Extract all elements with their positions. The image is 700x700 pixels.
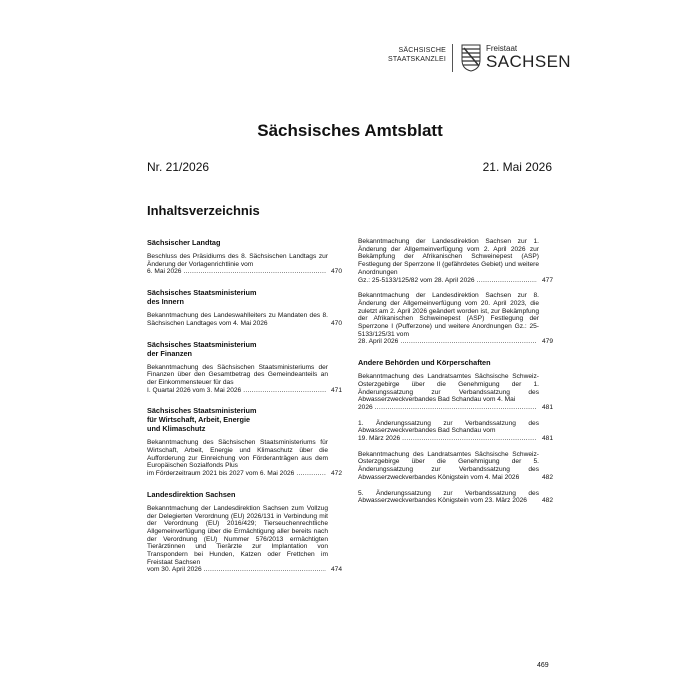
section-heading-line: und Klimaschutz bbox=[147, 424, 206, 434]
page-ref: 477 bbox=[541, 276, 553, 284]
toc-entry[interactable] bbox=[358, 238, 553, 284]
leader-dots bbox=[183, 268, 326, 276]
toc-entry[interactable] bbox=[358, 373, 553, 412]
section-heading-line: Sächsisches Staatsministerium bbox=[147, 339, 257, 349]
toc-entry[interactable] bbox=[358, 451, 553, 482]
page-ref: 470 bbox=[330, 268, 342, 276]
leader-dots bbox=[402, 435, 537, 443]
entry-text-end: 6. Mai 2026 bbox=[147, 268, 182, 276]
entry-text-end: I. Quartal 2026 vom 3. Mai 2026 bbox=[147, 386, 242, 394]
entry-text-end: 2026 bbox=[358, 403, 373, 411]
leader-dots bbox=[296, 470, 326, 478]
entry-text: Bekanntmachung des Landeswahlleiters zu Mandaten des 8. Sächsischen Landtages vom 4. Mai 2026 bbox=[147, 312, 328, 327]
section-heading: Sächsischer Landtag bbox=[147, 238, 221, 247]
entry-text: Bekanntmachung des Sächsischen Staatsministeriums der Finanzen über den Gesamtbetrag des Gemeindeanteils an der Einkommensteuer für das bbox=[147, 363, 328, 386]
toc-heading: Inhaltsverzeichnis bbox=[147, 203, 260, 218]
leader-dots bbox=[204, 566, 326, 574]
staatskanzlei-label bbox=[384, 46, 446, 64]
section-heading-line: für Wirtschaft, Arbeit, Energie bbox=[147, 415, 251, 425]
toc-entry[interactable] bbox=[147, 253, 342, 276]
leader-dots bbox=[375, 404, 537, 412]
entry-text: Bekanntmachung des Sächsischen Staatsministeriums für Wirtschaft, Arbeit, Energie und Klimaschutz über die Aufforderung zur Einreichung von Förderanträgen aus dem Europäischen Sozialfonds Plus bbox=[147, 439, 328, 470]
entry-text-end: 19. März 2026 bbox=[358, 435, 401, 443]
entry-text-end: 28. April 2026 bbox=[358, 338, 399, 346]
entry-text: Bekanntmachung der Landesdirektion Sachsen zur 8. Änderung der Allgemeinverfügung vom 20. April 2023, die zuletzt am 2. April 2026 geändert worden ist, zur Bekämpfung der Afrikanischen Schweinepest (ASP) Festlegung der Sperrzone I (Pufferzone) und weitere Anordnungen Gz.: 25-5133/125/31 vom bbox=[358, 292, 539, 338]
entry-text: 5. Änderungssatzung zur Verbandssatzung des Abwasserzweckverbandes Königstein vom 23. März 2026 bbox=[358, 489, 539, 505]
entry-text-end: vom 30. April 2026 bbox=[147, 566, 202, 574]
kanzlei-line-2: STAATSKANZLEI bbox=[388, 56, 446, 63]
section-heading bbox=[147, 340, 342, 358]
page-number: 469 bbox=[537, 662, 549, 669]
leader-dots bbox=[243, 387, 326, 395]
section-heading-line: Sächsisches Staatsministerium bbox=[147, 288, 257, 298]
page-ref: 474 bbox=[330, 566, 342, 574]
section-heading-line: des Innern bbox=[147, 297, 184, 307]
page-ref: 481 bbox=[541, 403, 553, 411]
section-heading-line: Sächsisches Staatsministerium bbox=[147, 406, 257, 416]
toc-left-column bbox=[147, 238, 342, 582]
toc-entry[interactable] bbox=[358, 490, 553, 505]
section-heading bbox=[147, 288, 342, 306]
leader-dots bbox=[477, 277, 537, 285]
toc-right-column bbox=[358, 238, 553, 513]
entry-text-end: Gz.: 25-5133/125/82 vom 28. April 2026 bbox=[358, 276, 475, 284]
toc-entry[interactable] bbox=[147, 364, 342, 395]
page-ref: 482 bbox=[541, 473, 553, 481]
toc-entry[interactable] bbox=[358, 292, 553, 346]
entry-text: 1. Änderungssatzung zur Verbandssatzung des Abwasserzweckverbandes Bad Schandau vom bbox=[358, 419, 539, 435]
toc-entry[interactable] bbox=[147, 439, 342, 478]
issue-date: 21. Mai 2026 bbox=[482, 160, 552, 174]
logo-divider bbox=[452, 44, 453, 72]
entry-text: Bekanntmachung des Landratsamtes Sächsische Schweiz-Osterzgebirge über die Genehmigung der 1. Änderungssatzung zur Verbandssatzung des Abwasserzweckverbandes Bad Schandau vom 4. Mai bbox=[358, 373, 539, 404]
page-ref: 472 bbox=[330, 470, 342, 478]
entry-text: Bekanntmachung der Landesdirektion Sachsen zum Vollzug der Delegierten Verordnung (EU) 2026/131 in Verbindung mit der Verordnung (EU) 2016/429; Tierseuchenrechtliche Allgemeinverfügung über die Ermächtigung aller bereits nach der Verordnung (EU) Nummer 576/2013 ermächtigten Tierärztinnen und Tierärzte zur Implantation von Transpondern bei Hunden, Katzen oder Frettchen im Freistaat Sachsen bbox=[147, 504, 328, 566]
page-ref: 479 bbox=[541, 338, 553, 346]
section-heading: Landesdirektion Sachsen bbox=[147, 489, 236, 499]
document-title: Sächsisches Amtsblatt bbox=[257, 121, 443, 140]
leader-dots bbox=[400, 338, 537, 346]
entry-text: Bekanntmachung des Landratsamtes Sächsische Schweiz-Osterzgebirge über die Genehmigung der 5. Änderungssatzung zur Verbandssatzung des Abwasserzweckverbandes Königstein vom 4. Mai 2026 bbox=[358, 450, 539, 481]
toc-entry[interactable] bbox=[358, 420, 553, 443]
page-ref: 482 bbox=[541, 497, 553, 505]
kanzlei-line-1: SÄCHSISCHE bbox=[398, 47, 446, 54]
section-heading: Andere Behörden und Körperschaften bbox=[358, 358, 491, 368]
sachsen-wordmark: SACHSEN bbox=[486, 52, 571, 71]
section-heading bbox=[147, 406, 342, 433]
issue-number: Nr. 21/2026 bbox=[147, 160, 210, 174]
toc-entry[interactable] bbox=[147, 312, 342, 327]
page-ref: 470 bbox=[330, 319, 342, 327]
section-heading-line: der Finanzen bbox=[147, 348, 193, 358]
page-ref: 471 bbox=[330, 386, 342, 394]
entry-text: Bekanntmachung der Landesdirektion Sachsen zur 1. Änderung der Allgemeinverfügung vom 2. April 2026 zur Bekämpfung der Afrikanischen Schweinepest (ASP) Festlegung der Sperrzone II (gefährdetes Gebiet) und weitere Anordnungen bbox=[358, 238, 539, 276]
entry-text: Beschluss des Präsidiums des 8. Sächsischen Landtags zur Änderung der Vorlagenrichtlinie vom bbox=[147, 253, 328, 268]
toc-entry[interactable] bbox=[147, 505, 342, 574]
coat-of-arms-icon bbox=[461, 44, 481, 72]
entry-text-end: im Förderzeitraum 2021 bis 2027 vom 6. Mai 2026 bbox=[147, 470, 295, 478]
freistaat-label: Freistaat bbox=[486, 44, 518, 53]
page-ref: 481 bbox=[541, 435, 553, 443]
